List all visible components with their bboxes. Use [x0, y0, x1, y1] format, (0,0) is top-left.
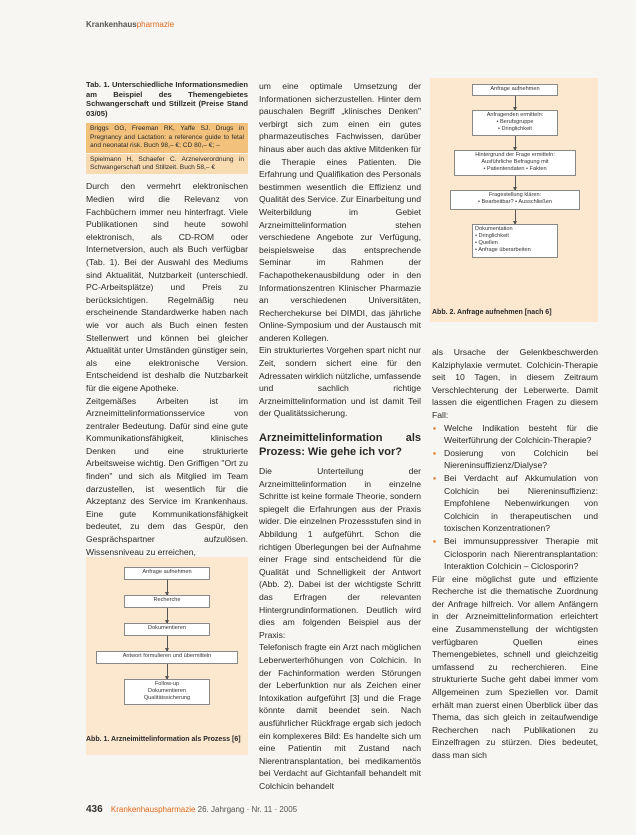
flow-arrow [515, 176, 516, 190]
figure-caption: Abb. 1. Arzneimittelinformation als Prozess [6] [86, 736, 241, 743]
flow-arrow [167, 664, 168, 679]
header-brand-accent: pharmazie [136, 20, 175, 29]
process-step-box: Anfrage aufnehmen [124, 567, 210, 580]
paragraph: als Ursache der Gelenkbeschwerden Kalziphylaxie vermutet. Colchicin-Therapie seit 10 Tagen, in diesem Zeitraum Verschlechterung der Leberwerte. Damit lassen die eigentlichen Fragen zu diesem Fall: [432, 347, 598, 420]
page-number: 436 [86, 804, 103, 815]
footer-brand: Krankenhauspharmazie [110, 805, 196, 814]
flow-step-box: Anfragenden ermitteln: • Berufsgruppe • Dringlichkeit [472, 110, 558, 136]
paragraph: um eine optimale Umsetzung der Informationen sicherzustellen. Hinter dem pauschalen Begriff „klinisches Denken" verbirgt sich zum einen ein gutes pharmazeutisches Fachwissen, darüber hinaus aber auch das aktive Mitdenken für die Therapie eines Patienten. Die Erfahrung und Qualifikation des Personals bestimmen wesentlich die Effizienz und Qualität des Service. Zur Einarbeitung und Weiterbildung im Gebiet Arzneimittelinformation stehen verschiedene Angebote zur Verfügung, beispielsweise das entsprechende Seminar im Rahmen der Fachapothekenausbildung oder in den Informationszentren Klinischer Pharmazie an verschiedenen Universitäten, Recherchekurse bei DIMDI, das jährliche Online-Symposium und der Austausch mit anderen Kollegen. [259, 81, 421, 343]
paragraph: Telefonisch fragte ein Arzt nach möglichen Leberwerterhöhungen von Colchicin. In der Fachinformation werden Störungen der Leberfunktion nur als Zeichen einer Intoxikation aufgeführt [3] und die Frage könnte damit beendet sein. Nach ausführlicher Rückfrage ergab sich jedoch ein komplexeres Bild: Es handelte sich um eine Patientin mit Zustand nach Nierentransplantation, bei medikamentös bei Verdacht auf Gichtanfall behandelt mit Colchicin behandelt [259, 642, 421, 791]
list-item: ▪ Welche Indikation besteht für die Weiterführung der Colchicin-Therapie? [444, 422, 598, 447]
flow-arrow [515, 210, 516, 224]
flow-step-box: Fragestellung klären: • Bearbeitbar? • Ausschließen [450, 190, 580, 210]
bullet-list [432, 422, 598, 573]
flow-step-box: Dokumentation • Dringlichkeit • Quellen • Anfrage überarbeiten [472, 224, 558, 258]
figure-caption: Abb. 2. Anfrage aufnehmen [nach 6] [432, 309, 552, 316]
flow-step-box: Anfrage aufnehmen [472, 84, 558, 96]
running-header [86, 20, 174, 29]
table-row: Spielmann H, Schaefer C. Arzneiverordnung in Schwangerschaft und Stillzeit. Buch 58,– € [86, 154, 248, 175]
flow-arrow [515, 136, 516, 150]
figure-2-flowchart [430, 78, 598, 322]
paragraph: Zeitgemäßes Arbeiten ist im Arzneimittelinformationsservice von zentraler Bedeutung. Dafür sind eine gute Kommunikationsfähigkeit, klinisches Denken und eine strukturierte Arbeitsweise wichtig. Den Griffigen "Ort zu finden" und sich als Mitglied im Team darzustellen, ist wesentlich für die Akzeptanz des Service im Krankenhaus. Eine gute Kommunikationsfähigkeit bedeutet, zu dem das Gespür, den Gesprächspartner aufzulösen. Wissensniveau zu erreichen, [86, 395, 248, 557]
paragraph: Durch den vermehrt elektronischen Medien wird die Relevanz von Fachbüchern immer neu hinterfragt. Viele Publikationen sind heute sowohl elektronisch, als CD-ROM oder Internetversion, auch als Buch verfügbar (Tab. 1). Bei der Auswahl des Mediums sind Aktualität, Nutzbarkeit (unterschiedl. PC-Arbeitsplätze) und Preis zu berücksichtigen. Regelmäßig neu erscheinende Standardwerke haben nach wie vor auch als Buch einen festen Stellenwert und können bei gleicher Aktualität unter Umständen günstiger sein, als eine elektronische Version. Entscheidend ist deshalb die Nutzbarkeit für die eigene Apotheke. [86, 181, 248, 393]
flow-arrow [167, 608, 168, 623]
paragraph: Für eine möglichst gute und effiziente Recherche ist die thematische Zuordnung der Anfrage hilfreich. Vor allem Anfängern in der Arzneimittelinformation erleichtert eine Zusammenstellung der wichtigsten verfügbaren Quellen eines Themengebietes, schnell und gleichzeitig umfassend zu recherchieren. Eine strukturierte Suche geht dabei immer vom Allgemeinen zum Speziellen vor. Damit erhält man zuerst einen Überblick über das Thema, das sich gleich in zeitaufwendige Recherchen nach Publikationen zu Einzelfragen zu stürzen. Dies bedeutet, dass man sich [432, 573, 598, 760]
table-caption: Tab. 1. Unterschiedliche Informationsmedien am Beispiel des Themengebietes Schwangerschaft und Stillzeit (Preise Stand 03/05) [86, 80, 248, 118]
list-item: ▪ Bei Verdacht auf Akkumulation von Colchicin bei Niereninsuffizienz: Empfohlene Nebenwirkungen von Colchicin in therapeutischen und toxischen Konzentrationen? [444, 472, 598, 535]
figure-1-process-diagram [86, 557, 248, 755]
paragraph: Die Unterteilung der Arzneimittelinformation in einzelne Schritte ist keine formale Theorie, sondern spiegelt die Erfahrungen aus der Praxis wider. Die einzelnen Prozessstufen sind in Abbildung 1 aufgeführt. Schon die richtigen Überlegungen bei der Aufnahme einer Frage sind entscheidend für die Qualität und Schnelligkeit der Antwort (Abb. 2). Dabei ist der wichtigste Schritt das Erfragen der relevanten Hintergrundinformationen. Deutlich wird dies am folgenden Beispiel aus der Praxis: [259, 466, 421, 640]
flow-arrow [515, 96, 516, 110]
flow-step-box: Hintergrund der Frage ermitteln: Ausführliche Befragung mit • Patientendaten • Fakten [454, 150, 576, 176]
process-step-box: Recherche [124, 595, 210, 608]
process-step-box: Dokumentieren [124, 623, 210, 636]
process-step-box: Antwort formulieren und übermitteln [96, 651, 238, 664]
list-item: ▪ Dosierung von Colchicin bei Niereninsuffizienz/Dialyse? [444, 447, 598, 472]
paragraph: Ein strukturiertes Vorgehen spart nicht nur Zeit, sondern sichert eine für den Adressaten wirklich nützliche, umfassende und sachlich richtige Arzneimittelinformation und ist damit Teil der Qualitätssicherung. [259, 345, 421, 419]
list-item: ▪ Bei immunsuppressiver Therapie mit Ciclosporin nach Nierentransplantation: Interaktion Colchicin – Ciclosporin? [444, 535, 598, 573]
column-3 [432, 346, 598, 762]
flow-arrow [167, 580, 168, 595]
column-2 [259, 80, 421, 792]
flow-arrow [167, 636, 168, 651]
table-row: Briggs GG, Freeman RK, Yaffe SJ. Drugs in Pregnancy and Lactation: a reference guide to fetal and neonatal risk. Buch 98,– €; CD 80,– €; – [86, 123, 248, 152]
process-step-box: Follow-up Dokumentieren Qualitätssicherung [124, 679, 210, 705]
column-1 [86, 80, 248, 558]
header-brand: Krankenhaus [86, 20, 137, 29]
section-heading: Arzneimittelinformation als Prozess: Wie gehe ich vor? [259, 432, 421, 458]
footer-issue: 26. Jahrgang · Nr. 11 · 2005 [197, 805, 298, 814]
page-footer [86, 804, 297, 815]
